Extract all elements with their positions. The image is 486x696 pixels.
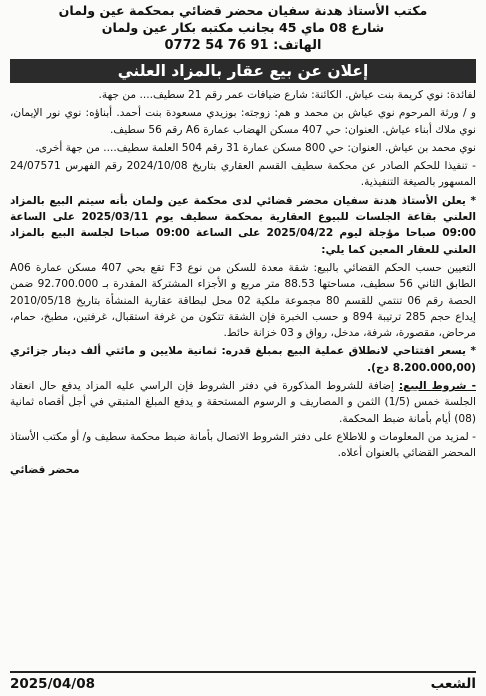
notice-body [10, 87, 476, 462]
conditions-label: - شروط البيع: [398, 380, 476, 393]
signature-row [10, 464, 476, 476]
paragraph-conditions [10, 378, 476, 427]
phone-number: 0772 54 76 91 [164, 38, 269, 53]
paragraph-beneficiary: لفائدة: نوي كريمة بنت عياش. الكائنة: شارع ضيافات عمر رقم 21 سطيف.... من جهة. [98, 89, 476, 101]
publication-footer [10, 671, 476, 692]
paragraph-heirs: و / ورثة المرحوم نوي عياش بن محمد و هم: زوجته: بوزيدي مسعودة بنت أحمد. أبناؤه: نوي نور الإيمان، نوي ملاك أبناء عياش. العنوان: حي 407 مسكن الهضاب عمارة A6 رقم 56 سطيف. [10, 107, 476, 136]
paragraph-announcement: * يعلن الأستاذ هدنة سفيان محضر قضائي لدى محكمة عين ولمان بأنه سيتم البيع بالمزاد العلني بقاعة الجلسات للبيوع العقارية بمحكمة سطيف يوم 2025/03/11 على الساعة 09:00 صباحا مؤجلة ليوم 2025/04/22 على الساعة 09:00 صباحا لجلسة البيع بالمزاد العلني للعقار المعين كما يلي: [10, 194, 477, 256]
signature: محضر قضائي [10, 463, 80, 476]
notice-header [10, 0, 476, 55]
publication-date: 2025/04/08 [10, 676, 96, 692]
paragraph-property: التعيين حسب الحكم القضائي بالبيع: شقة معدة للسكن من نوع F3 تقع بحي 407 مسكن عمارة A06 الطابق الثاني 56 سطيف، مساحتها 88.53 متر مربع و الأجزاء المشتركة المقدرة بـ 92.700.000 ضمن الحصة رقم 06 تنتمي للقسم 80 مجموعة ملكية 02 محل لبطاقة عقارية المنشأة بتاريخ 2010/05/18 إيداع حجم 285 ترتيبة 894 و حسب الخبرة فإن الشقة تتكون من غرفة استقبال، غرفتين، مطبخ، حمام، مرحاض، مقصورة، شرفة، مدخل، رواق و 03 خزانة حائط. [10, 261, 477, 340]
office-address: شارع 08 ماي 45 بجانب مكتبه بكار عين ولمان [101, 20, 385, 35]
office-name: مكتب الأستاذ هدنة سفيان محضر قضائي بمحكمة عين ولمان [58, 3, 428, 18]
paragraph-price: * يسعر افتتاحي لانطلاق عملية البيع بمبلغ قدره: ثمانية ملايين و مائتي ألف دينار جزائري (8.200.000,00 دج). [10, 345, 476, 374]
notice-title: إعلان عن بيع عقار بالمزاد العلني [10, 59, 476, 83]
newspaper-name: الشعب [430, 676, 476, 692]
phone-label: الهاتف: [273, 38, 322, 53]
conditions-text: إضافة للشروط المذكورة في دفتر الشروط فإن الراسي عليه المزاد يدفع حال انعقاد الجلسة خمس (1/5) الثمن و المصاريف و الرسوم المستحقة و يدفع المبلغ المتبقي في أجل أقصاه ثمانية (08) أيام بأمانة ضبط المحكمة. [10, 380, 476, 425]
paragraph-other-party: نوي محمد بن عياش. العنوان: حي 800 مسكن عمارة 31 رقم 504 العلمة سطيف.... من جهة أخرى. [35, 141, 476, 154]
paragraph-judgment: - تنفيذا للحكم الصادر عن محكمة سطيف القسم العقاري بتاريخ 2024/10/08 رقم الفهرس 24/07571 المسهور بالصيغة التنفيذية. [10, 160, 476, 189]
phone-line [10, 36, 476, 55]
paragraph-more-info: - لمزيد من المعلومات و للاطلاع على دفتر الشروط الاتصال بأمانة ضبط محكمة سطيف و/ أو مكتب الأستاذ المحضر القضائي بالعنوان أعلاه. [10, 430, 476, 460]
